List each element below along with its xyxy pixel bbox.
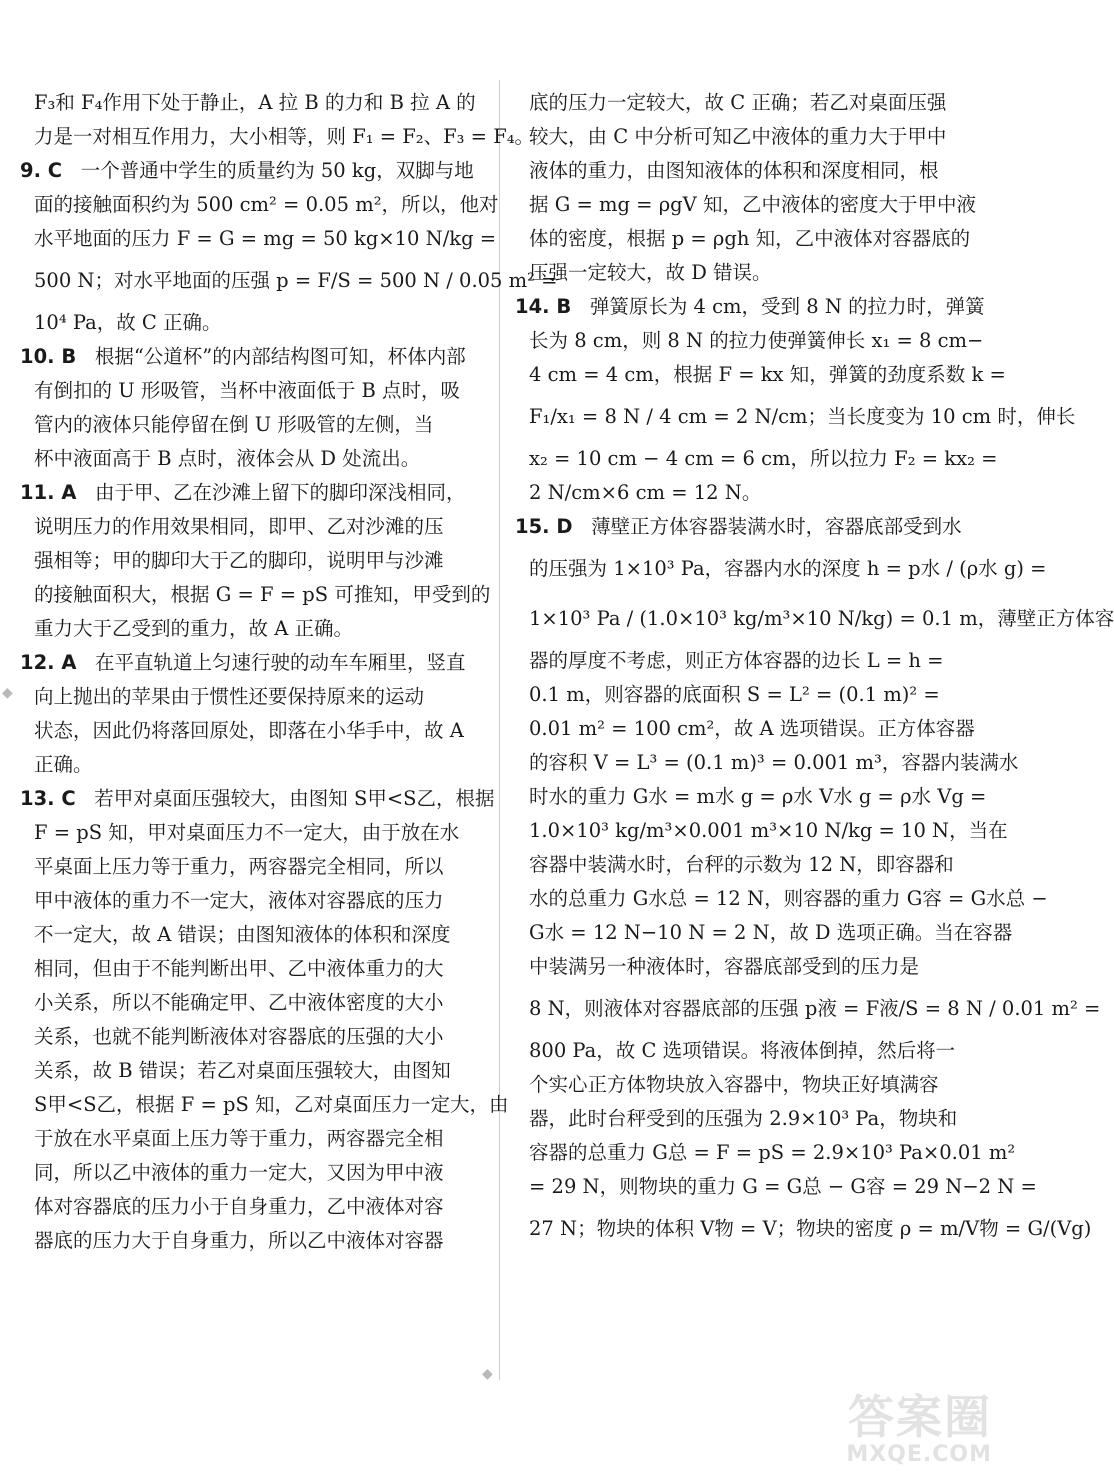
line-text: 正确。: [34, 753, 93, 776]
text-line: [515, 746, 1019, 780]
text-line: [515, 86, 980, 120]
text-line: [20, 1020, 482, 1054]
line-text: 长为 8 cm，则 8 N 的拉力使弹簧伸长 x₁ = 8 cm−: [529, 329, 984, 352]
question-number: 13. C: [20, 787, 76, 810]
line-text: 压强一定较大，故 D 错误。: [529, 261, 772, 284]
line-text: 据 G = mg = ρgV 知，乙中液体的密度大于甲中液: [529, 193, 976, 216]
line-text: 1.0×10³ kg/m³×0.001 m³×10 N/kg = 10 N，当在: [529, 819, 1008, 842]
line-text: 8 N，则液体对容器底部的压强 p液 = F液/S = 8 N / 0.01 m² =: [529, 997, 1101, 1020]
line-text: 面的接触面积约为 500 cm² = 0.05 m²，所以，他对: [34, 193, 499, 216]
text-line: [515, 916, 1013, 950]
question-number: 12. A: [20, 651, 77, 674]
line-text: 500 N；对水平地面的压强 p = F/S = 500 N / 0.05 m² =: [34, 269, 558, 292]
line-text: 重力大于乙受到的重力，故 A 正确。: [34, 617, 353, 640]
binding-mark: ◆: [482, 1366, 493, 1382]
text-line: [515, 290, 985, 324]
text-line: [20, 1122, 482, 1156]
text-line: [20, 510, 482, 544]
line-text: 的容积 V = L³ = (0.1 m)³ = 0.001 m³，容器内装满水: [529, 751, 1019, 774]
text-line: [20, 918, 482, 952]
line-text: 器底的压力大于自身重力，所以乙中液体对容器: [34, 1229, 444, 1252]
text-line: [20, 408, 482, 442]
line-text: F = pS 知，甲对桌面压力不一定大，由于放在水: [34, 821, 460, 844]
line-text: 0.01 m² = 100 cm²，故 A 选项错误。正方体容器: [529, 717, 975, 740]
text-line: [515, 950, 980, 984]
line-text: 甲中液体的重力不一定大，液体对容器底的压力: [34, 889, 444, 912]
text-line: [515, 712, 980, 746]
text-line: [515, 594, 1114, 644]
line-text: 弹簧原长为 4 cm，受到 8 N 的拉力时，弹簧: [589, 295, 985, 318]
line-text: = 29 N，则物块的重力 G = G总 − G容 = 29 N−2 N =: [529, 1175, 1037, 1198]
line-text: 容器的总重力 G总 = F = pS = 2.9×10³ Pa×0.01 m²: [529, 1141, 1016, 1164]
text-line: [20, 222, 497, 256]
line-text: 水平地面的压力 F = G = mg = 50 kg×10 N/kg =: [34, 227, 497, 250]
line-text: 4 cm = 4 cm，根据 F = kx 知，弹簧的劲度系数 k =: [529, 363, 1006, 386]
right-column: [515, 86, 1114, 1254]
line-text: 中装满另一种液体时，容器底部受到的压力是: [529, 955, 920, 978]
text-line: [515, 1102, 980, 1136]
text-line: [515, 644, 980, 678]
text-line: [20, 748, 482, 782]
line-text: 的压强为 1×10³ Pa，容器内水的深度 h = p水 / (ρ水 g) =: [529, 557, 1047, 580]
text-line: [515, 544, 1047, 594]
text-line: [20, 952, 482, 986]
text-line: [20, 782, 495, 816]
line-text: F₃和 F₄作用下处于静止，A 拉 B 的力和 B 拉 A 的: [34, 91, 476, 114]
text-line: [20, 850, 482, 884]
text-line: [515, 188, 980, 222]
text-line: [20, 256, 558, 306]
text-line: [515, 222, 980, 256]
line-text: 时水的重力 G水 = m水 g = ρ水 V水 g = ρ水 Vg =: [529, 785, 987, 808]
text-line: [20, 1156, 482, 1190]
line-text: 一个普通中学生的质量约为 50 kg，双脚与地: [80, 159, 474, 182]
text-line: [20, 188, 499, 222]
line-text: 在平直轨道上匀速行驶的动车车厢里，竖直: [95, 651, 466, 674]
line-text: 向上抛出的苹果由于惯性还要保持原来的运动: [34, 685, 425, 708]
line-text: 1×10³ Pa / (1.0×10³ kg/m³×10 N/kg) = 0.1 m，薄壁正方体容: [529, 607, 1114, 630]
line-text: 不一定大，故 A 错误；由图知液体的体积和深度: [34, 923, 451, 946]
text-line: [515, 476, 980, 510]
line-text: G水 = 12 N−10 N = 2 N，故 D 选项正确。当在容器: [529, 921, 1013, 944]
text-line: [515, 358, 1006, 392]
text-line: [20, 1190, 482, 1224]
line-text: 体对容器底的压力小于自身重力，乙中液体对容: [34, 1195, 444, 1218]
binding-mark: ◆: [2, 685, 13, 701]
text-line: [515, 848, 980, 882]
text-line: [20, 646, 482, 680]
line-text: 小关系，所以不能确定甲、乙中液体密度的大小: [34, 991, 444, 1014]
text-line: [20, 306, 482, 340]
text-line: [20, 816, 482, 850]
text-line: [515, 256, 980, 290]
text-line: [515, 882, 1048, 916]
text-line: [20, 884, 482, 918]
line-text: 杯中液面高于 B 点时，液体会从 D 处流出。: [34, 447, 421, 470]
line-text: 27 N；物块的体积 V物 = V；物块的密度 ρ = m/V物 = G/(Vg): [529, 1217, 1092, 1240]
question-number: 14. B: [515, 295, 572, 318]
line-text: 2 N/cm×6 cm = 12 N。: [529, 481, 762, 504]
line-text: 有倒扣的 U 形吸管，当杯中液面低于 B 点时，吸: [34, 379, 461, 402]
question-number: 11. A: [20, 481, 77, 504]
text-line: [20, 374, 482, 408]
line-text: x₂ = 10 cm − 4 cm = 6 cm，所以拉力 F₂ = kx₂ =: [529, 447, 998, 470]
line-text: 个实心正方体物块放入容器中，物块正好填满容: [529, 1073, 939, 1096]
text-line: [515, 442, 998, 476]
text-line: [20, 986, 482, 1020]
watermark-url: MXQE.COM: [846, 1442, 992, 1467]
watermark-logo: [846, 1392, 992, 1468]
line-text: S甲<S乙，根据 F = pS 知，乙对桌面压力一定大，由: [34, 1093, 509, 1116]
text-line: [515, 678, 980, 712]
line-text: 于放在水平桌面上压力等于重力，两容器完全相: [34, 1127, 444, 1150]
line-text: 管内的液体只能停留在倒 U 形吸管的左侧，当: [34, 413, 434, 436]
line-text: 水的总重力 G水总 = 12 N，则容器的重力 G容 = G水总 −: [529, 887, 1048, 910]
text-line: [20, 1224, 482, 1258]
text-line: [515, 324, 984, 358]
question-number: 10. B: [20, 345, 77, 368]
line-text: 同，所以乙中液体的重力一定大，又因为甲中液: [34, 1161, 444, 1184]
text-line: [515, 392, 1076, 442]
text-line: [515, 984, 1101, 1034]
text-line: [515, 120, 980, 154]
text-line: [20, 1054, 482, 1088]
question-number: 9. C: [20, 159, 63, 182]
line-text: 的接触面积大，根据 G = F = pS 可推知，甲受到的: [34, 583, 491, 606]
line-text: 说明压力的作用效果相同，即甲、乙对沙滩的压: [34, 515, 444, 538]
line-text: 较大，由 C 中分析可知乙中液体的重力大于甲中: [529, 125, 947, 148]
line-text: 关系，也就不能判断液体对容器底的压强的大小: [34, 1025, 444, 1048]
line-text: 体的密度，根据 p = ρgh 知，乙中液体对容器底的: [529, 227, 971, 250]
text-line: [515, 510, 980, 544]
text-line: [515, 154, 980, 188]
line-text: 底的压力一定较大，故 C 正确；若乙对桌面压强: [529, 91, 947, 114]
text-line: [20, 154, 482, 188]
line-text: 容器中装满水时，台秤的示数为 12 N，即容器和: [529, 853, 954, 876]
text-line: [20, 340, 482, 374]
line-text: 10⁴ Pa，故 C 正确。: [34, 311, 222, 334]
text-line: [20, 476, 482, 510]
text-line: [515, 1068, 980, 1102]
text-line: [515, 1204, 1092, 1254]
line-text: 0.1 m，则容器的底面积 S = L² = (0.1 m)² =: [529, 683, 940, 706]
line-text: 相同，但由于不能判断出甲、乙中液体重力的大: [34, 957, 444, 980]
text-line: [515, 1136, 1016, 1170]
line-text: 若甲对桌面压强较大，由图知 S甲<S乙，根据: [94, 787, 495, 810]
text-line: [20, 578, 491, 612]
watermark-title: 答案圈: [848, 1390, 992, 1444]
text-line: [20, 442, 482, 476]
line-text: 状态，因此仍将落回原处，即落在小华手中，故 A: [34, 719, 464, 742]
text-line: [515, 780, 987, 814]
text-line: [20, 714, 482, 748]
line-text: 力是一对相互作用力，大小相等，则 F₁ = F₂、F₃ = F₄。: [34, 125, 535, 148]
text-line: [515, 1170, 1037, 1204]
line-text: 由于甲、乙在沙滩上留下的脚印深浅相同，: [95, 481, 466, 504]
question-number: 15. D: [515, 515, 573, 538]
line-text: 液体的重力，由图知液体的体积和深度相同，根: [529, 159, 939, 182]
text-line: [20, 120, 535, 154]
text-line: [20, 86, 482, 120]
text-line: [20, 680, 482, 714]
line-text: 平桌面上压力等于重力，两容器完全相同，所以: [34, 855, 444, 878]
line-text: 强相等；甲的脚印大于乙的脚印，说明甲与沙滩: [34, 549, 444, 572]
line-text: 关系，故 B 错误；若乙对桌面压强较大，由图知: [34, 1059, 451, 1082]
line-text: 800 Pa，故 C 选项错误。将液体倒掉，然后将一: [529, 1039, 956, 1062]
line-text: 根据“公道杯”的内部结构图可知，杯体内部: [94, 345, 466, 368]
text-line: [20, 612, 482, 646]
text-line: [515, 814, 1008, 848]
text-line: [515, 1034, 980, 1068]
text-line: [20, 1088, 509, 1122]
line-text: 薄壁正方体容器装满水时，容器底部受到水: [591, 515, 962, 538]
line-text: 器，此时台秤受到的压强为 2.9×10³ Pa，物块和: [529, 1107, 958, 1130]
line-text: 器的厚度不考虑，则正方体容器的边长 L = h =: [529, 649, 944, 672]
line-text: F₁/x₁ = 8 N / 4 cm = 2 N/cm；当长度变为 10 cm 时，伸长: [529, 405, 1076, 428]
text-line: [20, 544, 482, 578]
